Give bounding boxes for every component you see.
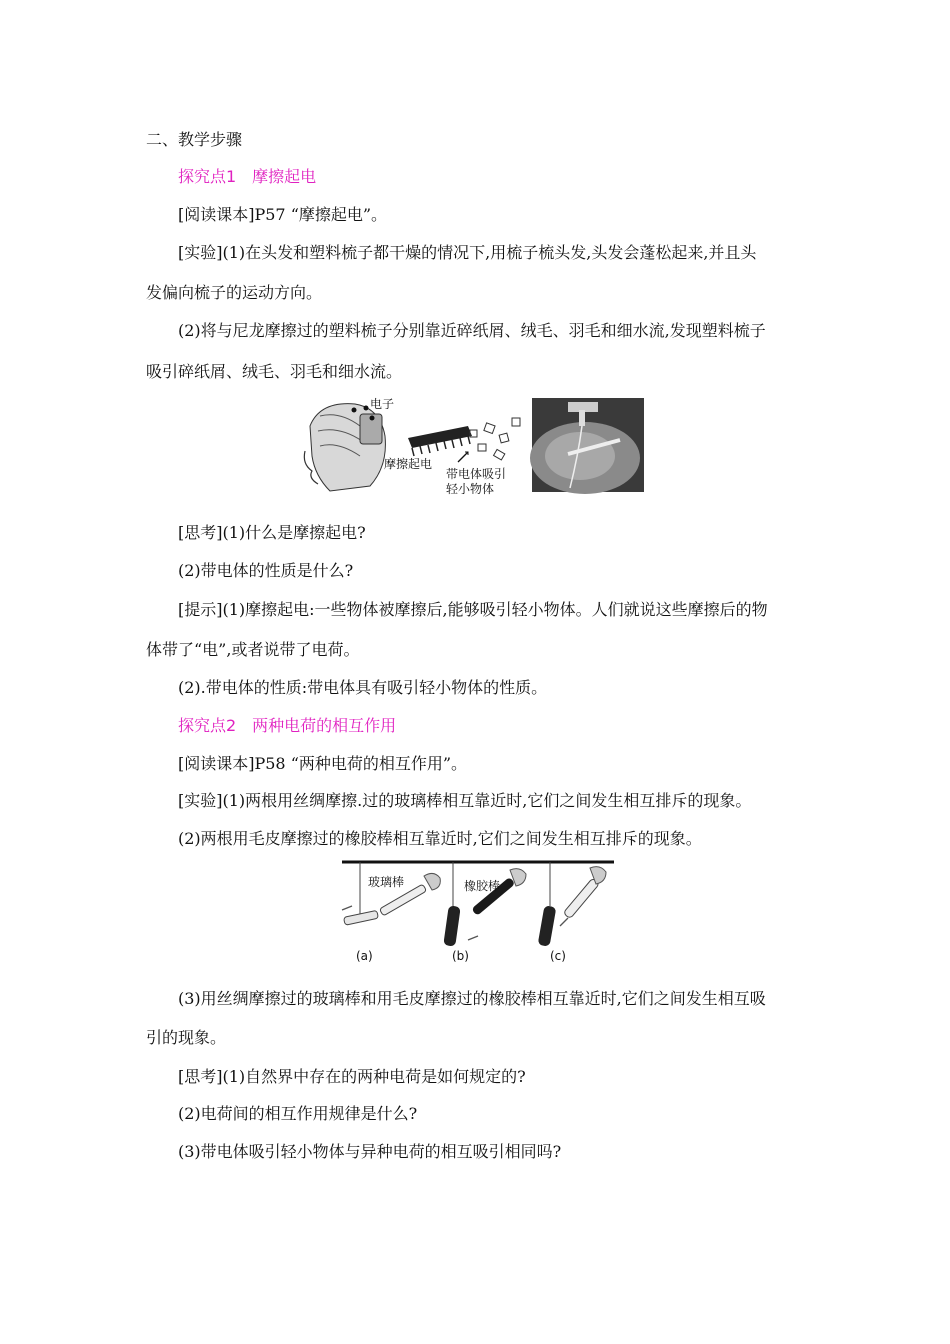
point1-hint1-line1: [提示](1)摩擦起电:一些物体被摩擦后,能够吸引轻小物体。人们就说这些摩擦后的物	[178, 600, 768, 619]
point1-title: 探究点1 摩擦起电	[178, 167, 317, 186]
point1-hint1-line2: 体带了“电”,或者说带了电荷。	[146, 640, 360, 659]
point2-exp1: [实验](1)两根用丝绸摩擦.过的玻璃棒相互靠近时,它们之间发生相互排斥的现象。	[178, 791, 752, 810]
friction-figure	[300, 396, 645, 496]
rods-figure	[338, 856, 618, 964]
comb-illustration	[408, 426, 472, 456]
point2-reading: [阅读课本]P58 “两种电荷的相互作用”。	[178, 754, 468, 773]
point1-exp1-line1: [实验](1)在头发和塑料梳子都干燥的情况下,用梳子梳头发,头发会蓬松起来,并且头	[178, 243, 757, 262]
label-a: (a)	[356, 949, 373, 963]
label-glass-rod: 玻璃棒	[368, 875, 405, 889]
point1-exp2-line1: (2)将与尼龙摩擦过的塑料梳子分别靠近碎纸屑、绒毛、羽毛和细水流,发现塑料梳子	[178, 321, 766, 340]
water-stream-photo	[530, 398, 644, 494]
point2-exp2: (2)两根用毛皮摩擦过的橡胶棒相互靠近时,它们之间发生相互排斥的现象。	[178, 829, 702, 848]
point2-think3: (3)带电体吸引轻小物体与异种电荷的相互吸引相同吗?	[178, 1142, 562, 1161]
point1-think2: (2)带电体的性质是什么?	[178, 561, 354, 580]
mixed-rod-setup	[538, 862, 606, 947]
point1-exp1-line2: 发偏向梳子的运动方向。	[146, 283, 323, 302]
point2-think1: [思考](1)自然界中存在的两种电荷是如何规定的?	[178, 1067, 526, 1086]
paper-bits	[458, 418, 520, 462]
point1-hint2: (2).带电体的性质:带电体具有吸引轻小物体的性质。	[178, 678, 548, 697]
hair-combing-illustration	[304, 404, 385, 491]
label-electron: 电子	[370, 397, 395, 411]
section-heading: 二、教学步骤	[146, 130, 243, 149]
point1-think1: [思考](1)什么是摩擦起电?	[178, 523, 366, 542]
rubber-rod-setup	[443, 862, 526, 947]
label-rubber-rod: 橡胶棒	[464, 879, 501, 893]
label-friction: 摩擦起电	[384, 457, 433, 471]
label-c: (c)	[550, 949, 566, 963]
point1-reading: [阅读课本]P57 “摩擦起电”。	[178, 205, 388, 224]
point2-think2: (2)电荷间的相互作用规律是什么?	[178, 1104, 418, 1123]
point2-exp3-line1: (3)用丝绸摩擦过的玻璃棒和用毛皮摩擦过的橡胶棒相互靠近时,它们之间发生相互吸	[178, 989, 766, 1008]
label-attract-2: 轻小物体	[446, 482, 495, 496]
glass-rod-setup	[342, 862, 440, 925]
point2-title: 探究点2 两种电荷的相互作用	[178, 716, 397, 735]
point2-exp3-line2: 引的现象。	[146, 1028, 227, 1047]
point1-exp2-line2: 吸引碎纸屑、绒毛、羽毛和细水流。	[146, 362, 403, 381]
label-attract-1: 带电体吸引	[446, 467, 507, 481]
label-b: (b)	[452, 949, 469, 963]
